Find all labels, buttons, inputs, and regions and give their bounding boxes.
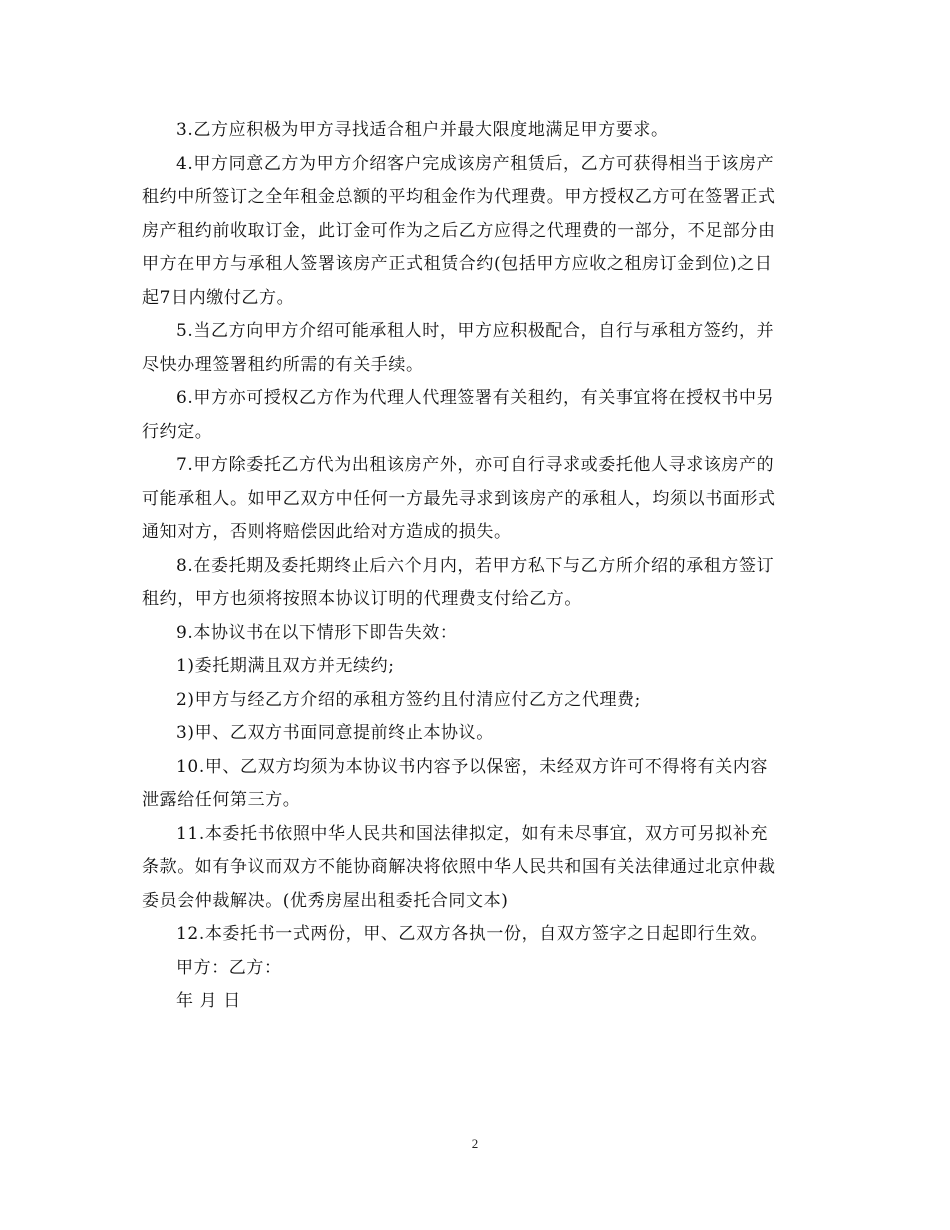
clause-line: 9.本协议书在以下情形下即告失效： bbox=[176, 622, 458, 643]
clause-8 bbox=[142, 550, 812, 617]
clause-line: 12.本委托书一式两份，甲、乙双方各执一份，自双方签字之日起即行生效。 bbox=[176, 924, 769, 944]
clause-line: 甲方在甲方与承租人签署该房产正式租赁合约(包括甲方应收之租房订金到位)之日 bbox=[142, 254, 773, 274]
clause-line: 起7日内缴付乙方。 bbox=[142, 287, 295, 308]
clause-line: 通知对方，否则将赔偿因此给对方造成的损失。 bbox=[142, 522, 512, 542]
page-number: 2 bbox=[471, 1136, 479, 1151]
clause-line: 10.甲、乙双方均须为本协议书内容予以保密，未经双方许可不得将有关内容 bbox=[176, 756, 769, 777]
clause-line: 7.甲方除委托乙方代为出租该房产外，亦可自行寻求或委托他人寻求该房产的 bbox=[176, 455, 775, 475]
clause-line: 3.乙方应积极为甲方寻找适合租户并最大限度地满足甲方要求。 bbox=[176, 120, 669, 140]
clause-9 bbox=[142, 617, 812, 651]
clause-line: 8.在委托期及委托期终止后六个月内，若甲方私下与乙方所介绍的承租方签订 bbox=[176, 555, 775, 576]
clause-line: 2)甲方与经乙方介绍的承租方签约且付清应付乙方之代理费; bbox=[176, 689, 641, 710]
signature-line: 甲方：乙方： bbox=[176, 957, 282, 978]
clause-line: 行约定。 bbox=[142, 421, 213, 442]
clause-line: 房产租约前收取订金，此订金可作为之后乙方应得之代理费的一部分，不足部分由 bbox=[142, 220, 776, 241]
signature-parties bbox=[142, 952, 812, 986]
clause-9-item-3 bbox=[142, 717, 812, 751]
clause-line: 租约，甲方也须将按照本协议订明的代理费支付给乙方。 bbox=[142, 589, 582, 609]
clause-line: 条款。如有争议而双方不能协商解决将依照中华人民共和国有关法律通过北京仲裁 bbox=[142, 857, 776, 877]
signature-date bbox=[142, 985, 812, 1019]
clause-9-item-1 bbox=[142, 650, 812, 684]
clause-12 bbox=[142, 918, 812, 952]
clause-line: 3)甲、乙双方书面同意提前终止本协议。 bbox=[176, 723, 494, 743]
clause-line: 5.当乙方向甲方介绍可能承租人时，甲方应积极配合，自行与承租方签约，并 bbox=[176, 321, 775, 341]
clause-line: 委员会仲裁解决。(优秀房屋出租委托合同文本) bbox=[142, 890, 509, 911]
clause-5 bbox=[142, 315, 812, 382]
clause-line: 1)委托期满且双方并无续约; bbox=[176, 656, 395, 676]
clause-3 bbox=[142, 114, 812, 148]
clause-line: 4.甲方同意乙方为甲方介绍客户完成该房产租赁后，乙方可获得相当于该房产 bbox=[176, 153, 775, 174]
clause-line: 泄露给任何第三方。 bbox=[142, 790, 301, 810]
document-body bbox=[142, 114, 812, 1019]
clause-line: 尽快办理签署租约所需的有关手续。 bbox=[142, 354, 424, 375]
clause-line: 可能承租人。如甲乙双方中任何一方最先寻求到该房产的承租人，均须以书面形式 bbox=[142, 488, 776, 509]
clause-line: 11.本委托书依照中华人民共和国法律拟定，如有未尽事宜，双方可另拟补充 bbox=[176, 823, 769, 844]
date-line: 年 月 日 bbox=[176, 991, 241, 1011]
clause-9-item-2 bbox=[142, 684, 812, 718]
clause-line: 6.甲方亦可授权乙方作为代理人代理签署有关租约，有关事宜将在授权书中另 bbox=[176, 388, 775, 408]
clause-11 bbox=[142, 818, 812, 919]
clause-6 bbox=[142, 382, 812, 449]
clause-line: 租约中所签订之全年租金总额的平均租金作为代理费。甲方授权乙方可在签署正式 bbox=[142, 187, 776, 207]
clause-10 bbox=[142, 751, 812, 818]
clause-7 bbox=[142, 449, 812, 550]
clause-4 bbox=[142, 148, 812, 316]
